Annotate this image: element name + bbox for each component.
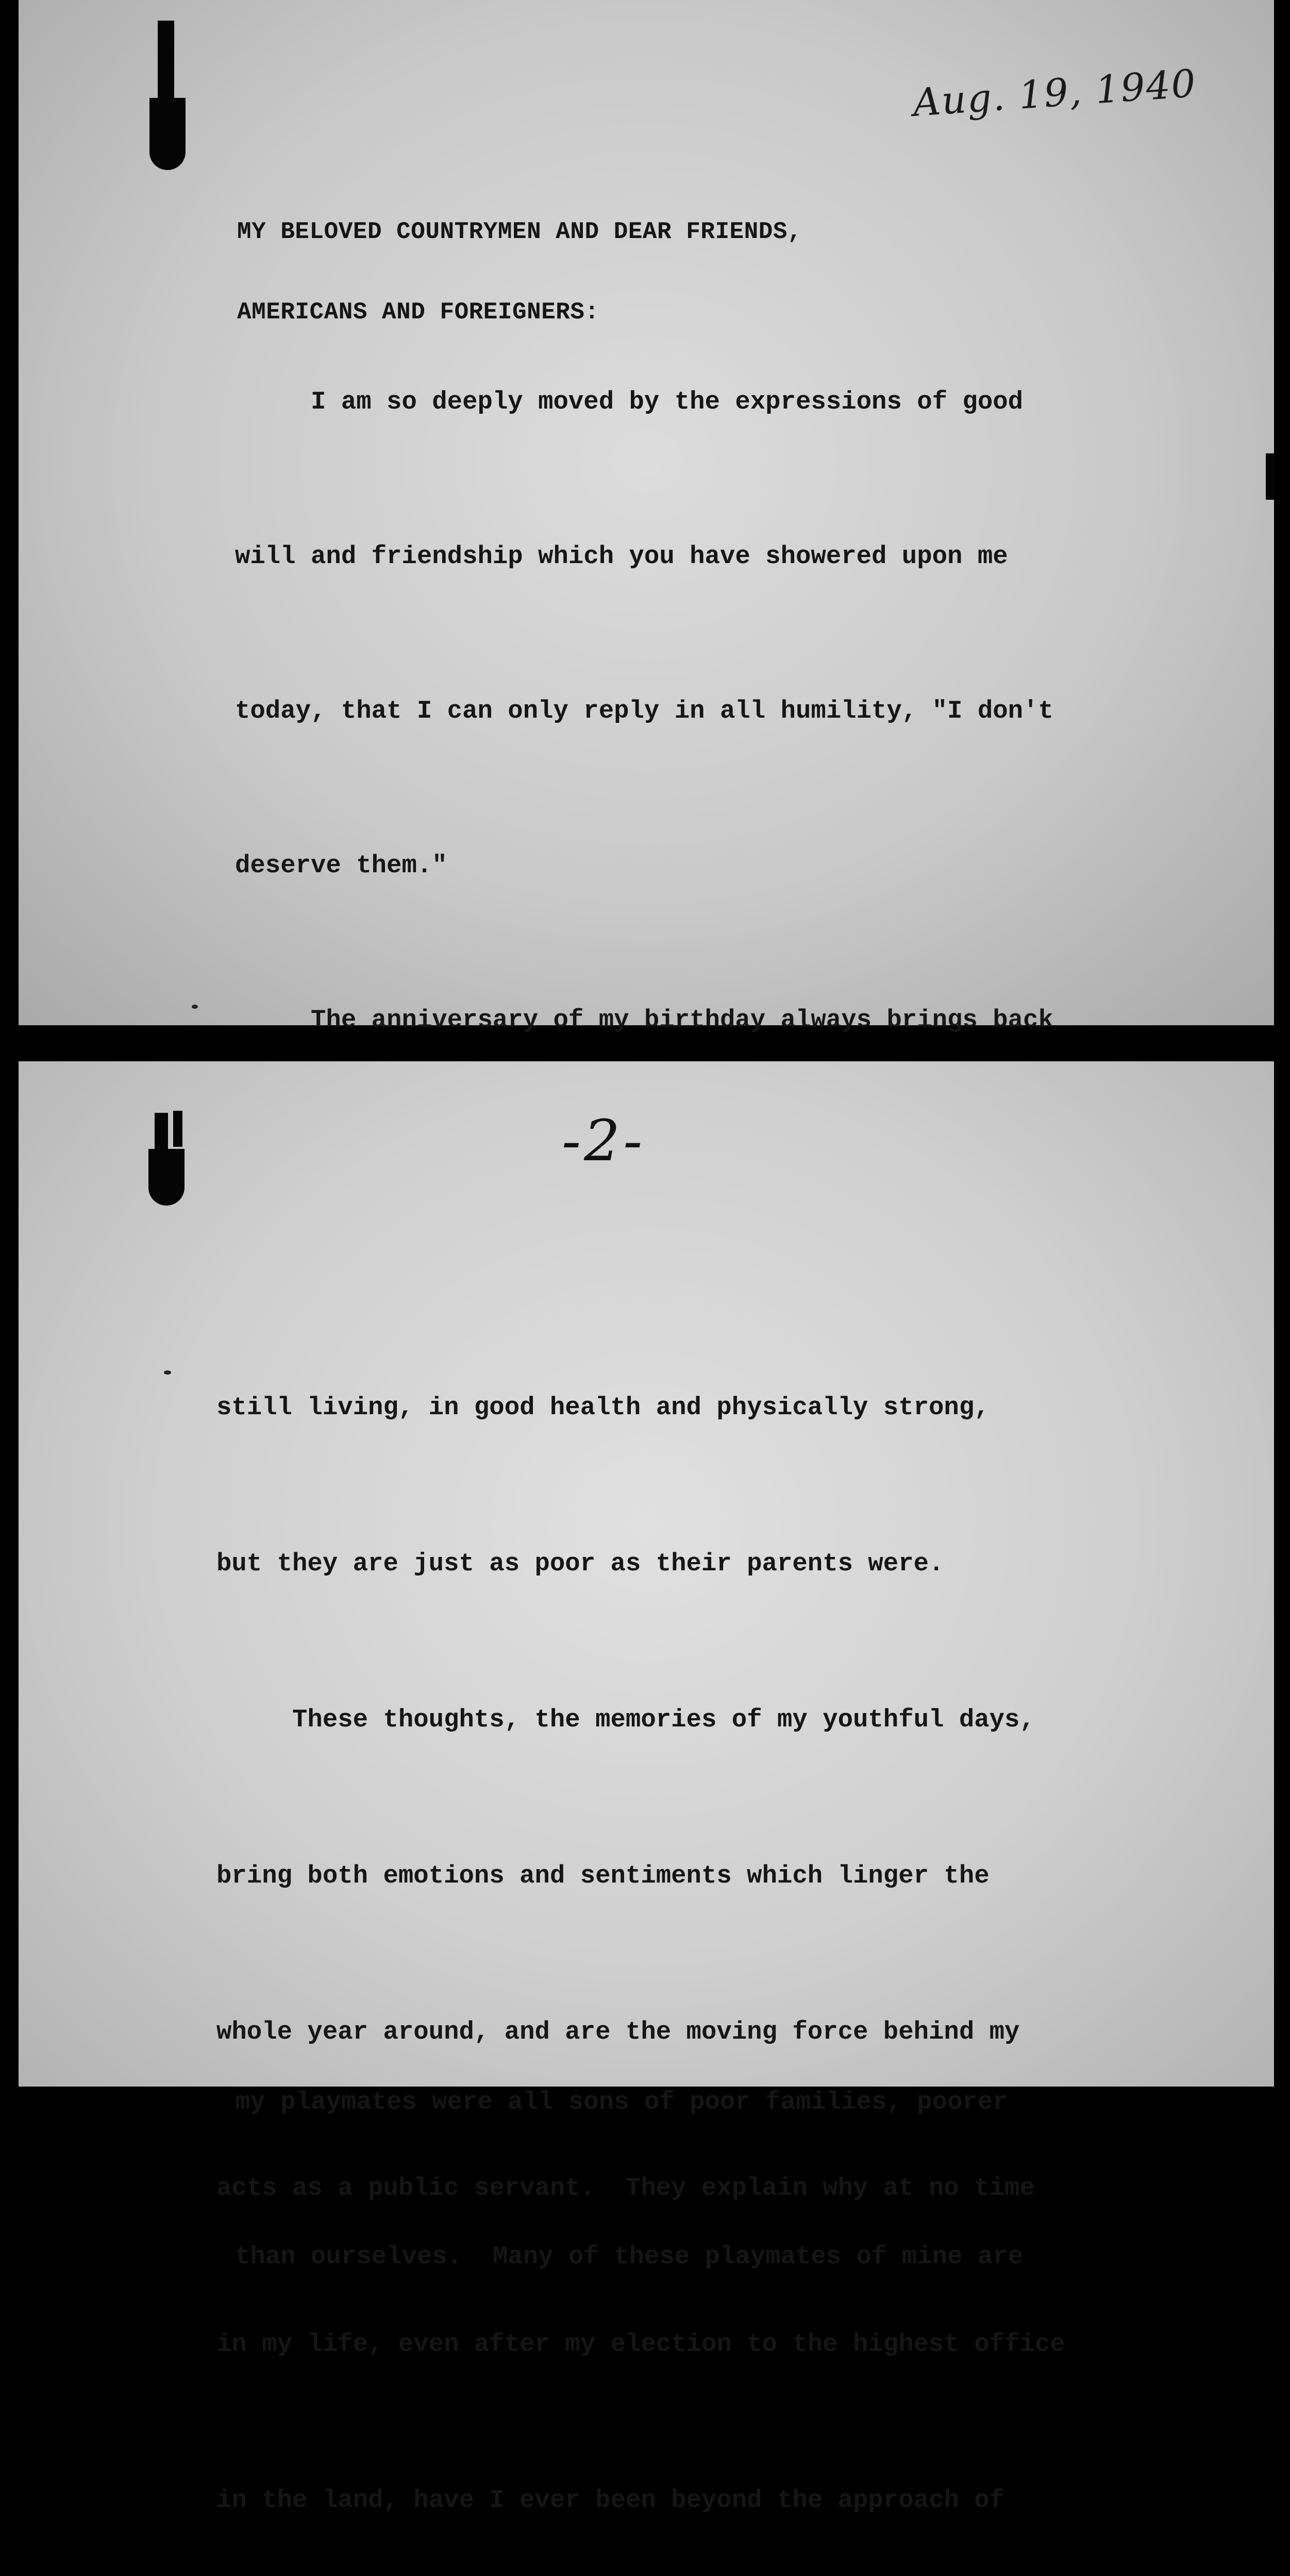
text-line: These thoughts, the memories of my youthful days, — [216, 1705, 1035, 1734]
text-line: bring both emotions and sentiments which linger the — [216, 1861, 990, 1890]
text-line: in the land, have I ever been beyond the approach of — [216, 2486, 1005, 2515]
text-line: will and friendship which you have showered upon me — [235, 542, 1008, 571]
salutation-line: AMERICANS AND FOREIGNERS: — [237, 299, 599, 326]
salutation-line: MY BELOVED COUNTRYMEN AND DEAR FRIENDS, — [237, 218, 802, 245]
text-line: whole year around, and are the moving force behind my — [216, 2018, 1020, 2046]
text-line: in my life, even after my election to the highest office — [216, 2330, 1065, 2359]
ink-speck — [192, 1005, 198, 1009]
text-line: The anniversary of my birthday always brings back — [235, 1006, 1053, 1035]
ink-speck — [164, 1370, 171, 1375]
text-line: acts as a public servant. They explain why at no time — [216, 2174, 1035, 2202]
text-line: still living, in good health and physically strong, — [216, 1393, 990, 1422]
body-text — [216, 1278, 1065, 2576]
text-line: than ourselves. Many of these playmates of mine are — [235, 2242, 1024, 2271]
binding-hook-mark — [149, 98, 186, 170]
binding-hook-mark — [148, 1149, 185, 1206]
binding-hole-mark — [173, 1111, 182, 1147]
text-line: deserve them." — [235, 851, 447, 880]
text-line: I am so deeply moved by the expressions of good — [235, 387, 1024, 416]
text-line: but they are just as poor as their parents were. — [216, 1549, 944, 1578]
edge-tab-mark — [1266, 453, 1274, 500]
page-number: -2- — [562, 1108, 646, 1174]
handwritten-date: Aug. 19, 1940 — [911, 61, 1198, 126]
binding-hole-mark — [158, 21, 174, 103]
text-line: today, that I can only reply in all humility, "I don't — [235, 697, 1053, 725]
text-line: my playmates were all sons of poor families, poorer — [235, 2088, 1008, 2116]
